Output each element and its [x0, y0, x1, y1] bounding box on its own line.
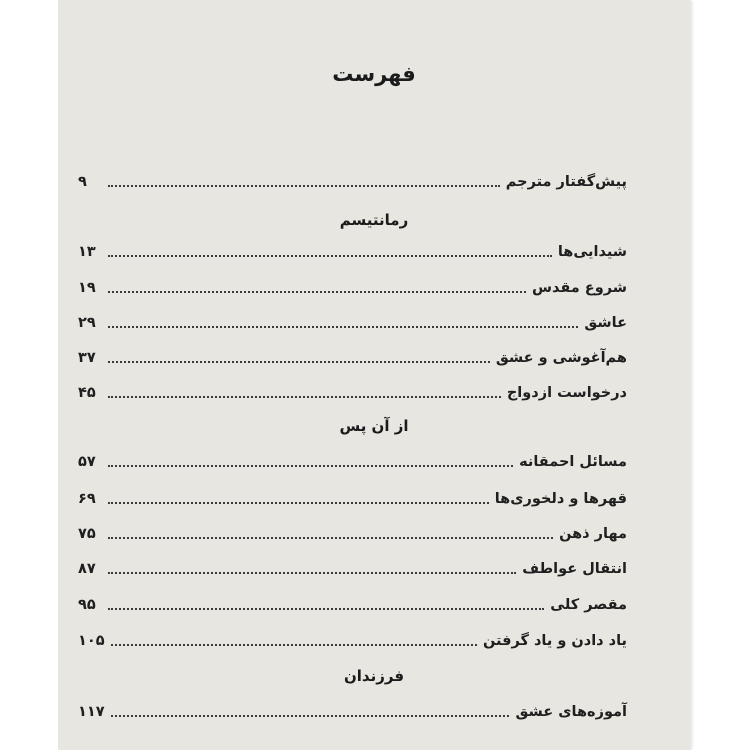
book-page — [58, 0, 690, 750]
dot-leader — [108, 291, 526, 293]
entry-title: انتقال عواطف — [522, 561, 627, 577]
dot-leader — [111, 715, 510, 717]
toc-entry — [78, 307, 627, 333]
toc-entry — [78, 342, 627, 368]
toc-entry — [78, 377, 627, 403]
entry-title: عاشق — [584, 315, 627, 331]
entry-page-number: ۱۱۷ — [78, 704, 105, 720]
dot-leader — [108, 255, 552, 257]
entry-page-number: ۶۹ — [78, 491, 96, 507]
toc-entry — [78, 272, 627, 298]
entry-title: درخواست ازدواج — [506, 385, 627, 401]
toc-entry — [78, 236, 627, 262]
toc-entry — [78, 518, 627, 544]
entry-title: مسائل احمقانه — [519, 454, 627, 470]
dot-leader — [108, 326, 578, 328]
entry-page-number: ۷۵ — [78, 526, 96, 542]
entry-page-number: ۲۹ — [78, 315, 96, 331]
entry-title: پیش‌گفتار مترجم — [505, 174, 627, 190]
dot-leader — [111, 644, 477, 646]
entry-page-number: ۳۷ — [78, 350, 96, 366]
toc-title: فهرست — [332, 62, 416, 86]
toc-entry — [78, 553, 627, 579]
toc-entry — [78, 483, 627, 509]
entry-page-number: ۱۳ — [78, 244, 96, 260]
entry-title: هم‌آغوشی و عشق — [495, 350, 627, 366]
entry-page-number: ۹ — [78, 174, 87, 190]
section-heading: رمانتیسم — [339, 211, 409, 229]
entry-page-number: ۱۹ — [78, 280, 96, 296]
toc-entry — [78, 589, 627, 615]
dot-leader — [108, 465, 513, 467]
entry-page-number: ۵۷ — [78, 454, 96, 470]
entry-page-number: ۹۵ — [78, 597, 96, 613]
dot-leader — [108, 608, 544, 610]
entry-title: قهرها و دلخوری‌ها — [494, 491, 627, 507]
entry-title: آموزه‌های عشق — [515, 704, 627, 720]
entry-title: یاد دادن و یاد گرفتن — [482, 633, 627, 649]
dot-leader — [108, 572, 516, 574]
dot-leader — [108, 502, 489, 504]
entry-title: شیدایی‌ها — [557, 244, 627, 260]
section-heading: از آن پس — [339, 417, 409, 435]
entry-title: شروع مقدس — [531, 280, 627, 296]
toc-entry — [78, 166, 627, 192]
dot-leader — [108, 185, 500, 187]
dot-leader — [108, 361, 490, 363]
dot-leader — [108, 537, 553, 539]
entry-page-number: ۸۷ — [78, 561, 96, 577]
entry-title: مقصر کلی — [550, 597, 627, 613]
toc-entry — [78, 696, 627, 722]
section-heading: فرزندان — [343, 667, 405, 685]
toc-entry — [78, 625, 627, 651]
entry-page-number: ۴۵ — [78, 385, 96, 401]
dot-leader — [108, 396, 501, 398]
toc-entry — [78, 446, 627, 472]
entry-page-number: ۱۰۵ — [78, 633, 105, 649]
entry-title: مهار ذهن — [559, 526, 627, 542]
